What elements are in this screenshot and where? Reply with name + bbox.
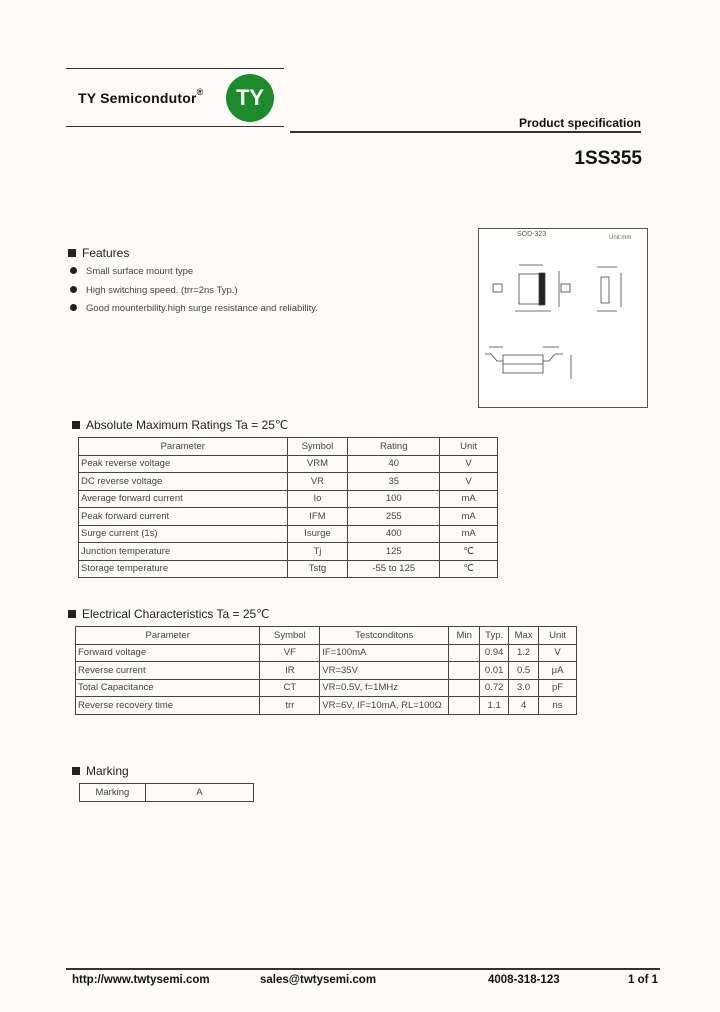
condition-cell: VR=35V (320, 662, 449, 680)
abs-max-heading: Absolute Maximum Ratings Ta = 25℃ (72, 418, 288, 432)
symbol-cell: Tj (287, 543, 348, 561)
footer-page-number: 1 of 1 (628, 974, 659, 986)
abs-max-table (78, 437, 498, 578)
bullet-square-icon (68, 610, 76, 618)
table-row (79, 543, 498, 561)
condition-cell: VR=6V, IF=10mA, RL=100Ω (320, 697, 449, 715)
unit-cell: ns (539, 697, 577, 715)
rating-cell: 400 (348, 525, 440, 543)
header-cell: Testconditons (320, 627, 449, 645)
rating-cell: 40 (348, 455, 440, 473)
parameter-cell: Peak reverse voltage (79, 455, 288, 473)
feature-item: Good mounterbility.high surge resistance and reliability. (70, 303, 318, 314)
parameter-cell: Junction temperature (79, 543, 288, 561)
features-heading: Features (68, 246, 129, 260)
parameter-cell: Surge current (1s) (79, 525, 288, 543)
bullet-square-icon (72, 421, 80, 429)
table-row (79, 490, 498, 508)
elec-char-table (75, 626, 577, 715)
package-unit: Unit:mm (609, 235, 632, 241)
parameter-cell: Storage temperature (79, 560, 288, 578)
parameter-cell: Peak forward current (79, 508, 288, 526)
header-cell: Parameter (79, 438, 288, 456)
rating-cell: 35 (348, 473, 440, 491)
symbol-cell: VR (287, 473, 348, 491)
header-rule-right (290, 131, 641, 133)
rating-cell: 125 (348, 543, 440, 561)
symbol-cell: trr (260, 697, 320, 715)
table-row (79, 455, 498, 473)
header-cell: Min (449, 627, 480, 645)
package-dimension-drawing (479, 229, 647, 407)
typ-cell: 0.01 (480, 662, 509, 680)
header-rule-left (66, 126, 284, 127)
table-header-row (76, 627, 577, 645)
rating-cell: 255 (348, 508, 440, 526)
table-row (79, 525, 498, 543)
marking-heading: Marking (72, 764, 129, 778)
unit-cell: pF (539, 679, 577, 697)
symbol-cell: Tstg (287, 560, 348, 578)
min-cell (449, 662, 480, 680)
symbol-cell: IR (260, 662, 320, 680)
unit-cell: ℃ (440, 543, 498, 561)
condition-cell: VR=0.5V, f=1MHz (320, 679, 449, 697)
table-row (79, 473, 498, 491)
header-cell: Typ. (480, 627, 509, 645)
header-rule-top (66, 68, 284, 69)
table-header-row (79, 438, 498, 456)
company-name: TY Semicondutor® (78, 87, 204, 106)
table-row (76, 644, 577, 662)
header-cell: Parameter (76, 627, 260, 645)
footer-email-link[interactable]: sales@twtysemi.com (260, 974, 377, 986)
header-cell: Max (509, 627, 539, 645)
unit-cell: mA (440, 490, 498, 508)
bullet-dot-icon (70, 304, 77, 311)
header-cell: Unit (539, 627, 577, 645)
rating-cell: 100 (348, 490, 440, 508)
max-cell: 1.2 (509, 644, 539, 662)
unit-cell: μA (539, 662, 577, 680)
header-cell: Unit (440, 438, 498, 456)
symbol-cell: IFM (287, 508, 348, 526)
parameter-cell: Reverse recovery time (76, 697, 260, 715)
symbol-cell: Io (287, 490, 348, 508)
table-row (79, 560, 498, 578)
bullet-square-icon (72, 767, 80, 775)
bullet-square-icon (68, 249, 76, 257)
table-row (76, 662, 577, 680)
unit-cell: V (539, 644, 577, 662)
table-row (80, 784, 254, 802)
max-cell: 0.5 (509, 662, 539, 680)
bullet-dot-icon (70, 267, 77, 274)
unit-cell: mA (440, 525, 498, 543)
header-cell: Rating (348, 438, 440, 456)
min-cell (449, 697, 480, 715)
unit-cell: V (440, 455, 498, 473)
unit-cell: V (440, 473, 498, 491)
footer-website-link[interactable]: http://www.twtysemi.com (72, 974, 210, 986)
marking-label-cell: Marking (80, 784, 146, 802)
typ-cell: 0.72 (480, 679, 509, 697)
symbol-cell: Isurge (287, 525, 348, 543)
table-row (79, 508, 498, 526)
table-row (76, 697, 577, 715)
footer-rule (66, 968, 660, 970)
feature-item: High switching speed. (trr=2ns Typ.) (70, 285, 238, 296)
max-cell: 4 (509, 697, 539, 715)
parameter-cell: Forward voltage (76, 644, 260, 662)
feature-item: Small surface mount type (70, 266, 193, 277)
product-specification-label: Product specification (518, 116, 641, 130)
symbol-cell: VRM (287, 455, 348, 473)
typ-cell: 1.1 (480, 697, 509, 715)
marking-table (79, 783, 254, 802)
unit-cell: ℃ (440, 560, 498, 578)
parameter-cell: Total Capacitance (76, 679, 260, 697)
condition-cell: IF=100mA (320, 644, 449, 662)
parameter-cell: DC reverse voltage (79, 473, 288, 491)
table-row (76, 679, 577, 697)
marking-value-cell: A (145, 784, 253, 802)
parameter-cell: Average forward current (79, 490, 288, 508)
min-cell (449, 644, 480, 662)
part-number: 1SS355 (574, 148, 642, 169)
package-name: SOD-323 (517, 231, 547, 238)
company-logo: TY (226, 74, 274, 122)
unit-cell: mA (440, 508, 498, 526)
bullet-dot-icon (70, 286, 77, 293)
symbol-cell: VF (260, 644, 320, 662)
parameter-cell: Reverse current (76, 662, 260, 680)
typ-cell: 0.94 (480, 644, 509, 662)
max-cell: 3.0 (509, 679, 539, 697)
header-cell: Symbol (287, 438, 348, 456)
elec-char-heading: Electrical Characteristics Ta = 25℃ (68, 607, 270, 621)
rating-cell: -55 to 125 (348, 560, 440, 578)
footer-phone: 4008-318-123 (488, 974, 560, 986)
package-outline-drawing (478, 228, 648, 408)
min-cell (449, 679, 480, 697)
symbol-cell: CT (260, 679, 320, 697)
header-cell: Symbol (260, 627, 320, 645)
